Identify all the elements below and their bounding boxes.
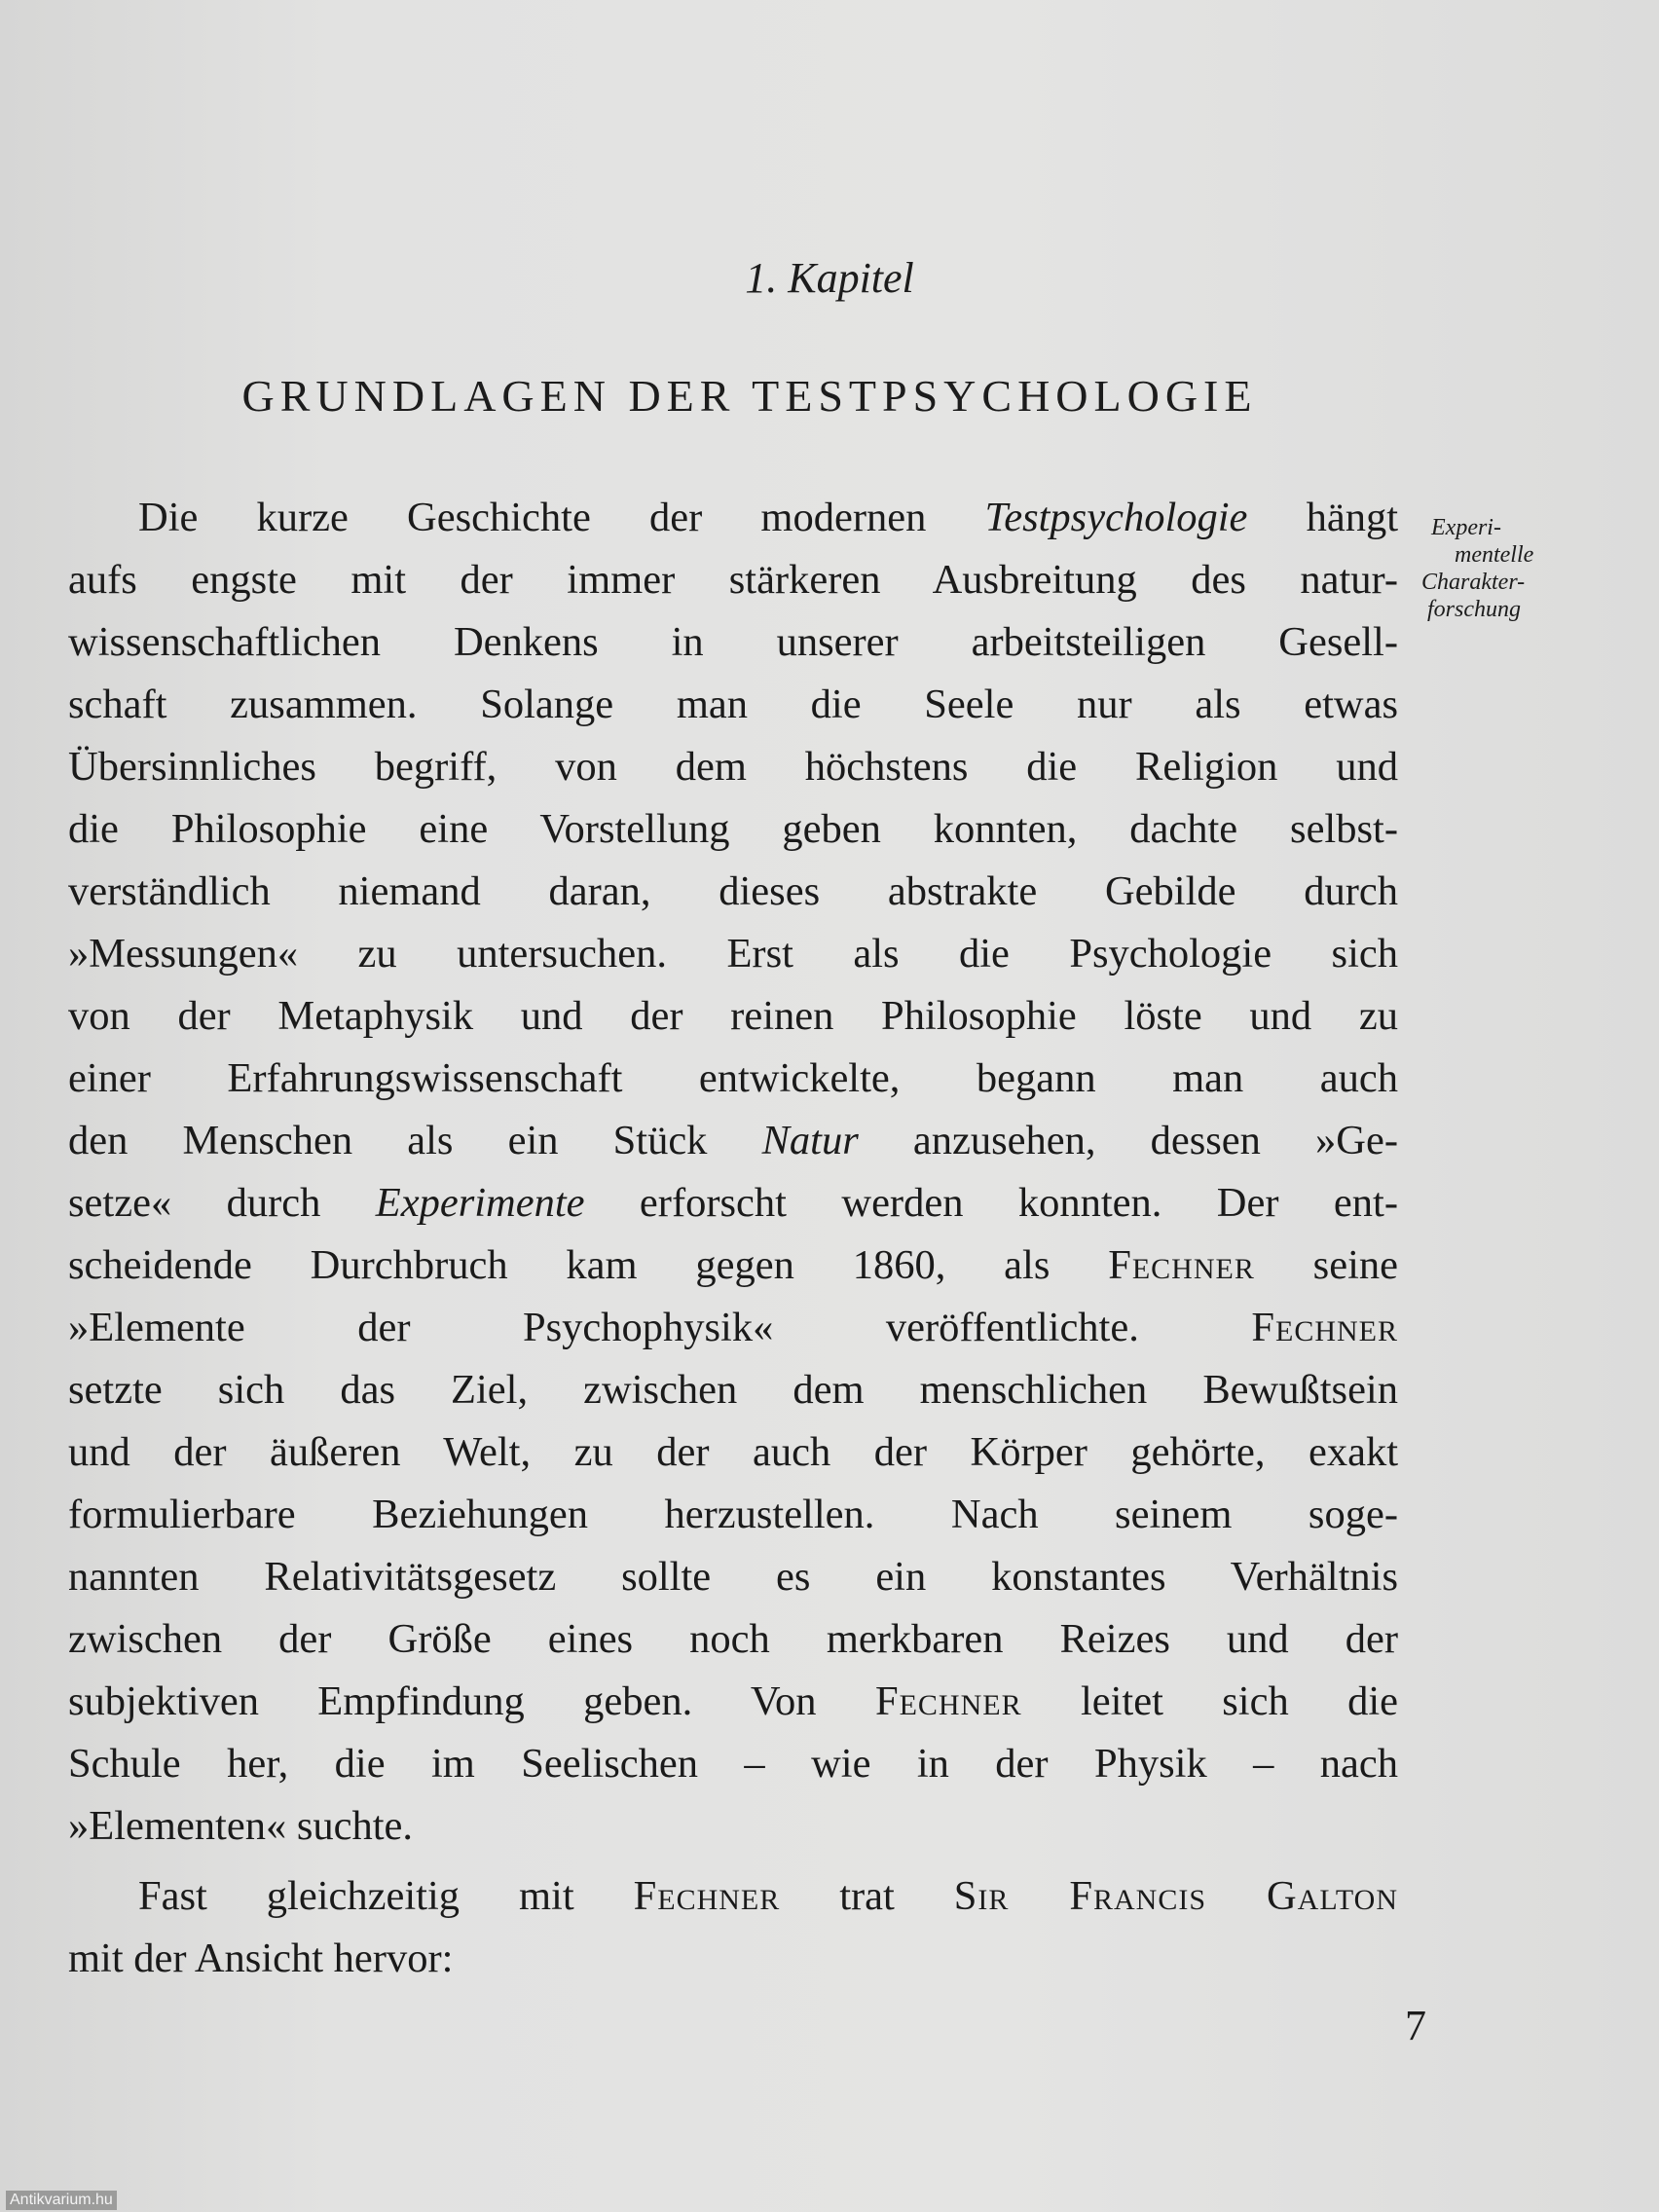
text-line: setzte sich das Ziel, zwischen dem menschlichen Bewußtsein: [68, 1367, 1398, 1413]
margin-note: [1421, 514, 1636, 623]
margin-note-line: Experi-: [1431, 515, 1501, 540]
text-line: und der äußeren Welt, zu der auch der Körper gehörte, exakt: [68, 1429, 1398, 1475]
text-line: Die kurze Geschichte der modernen Testpsychologie hängt: [138, 495, 1398, 540]
text-line: von der Metaphysik und der reinen Philosophie löste und zu: [68, 993, 1398, 1039]
text-line: verständlich niemand daran, dieses abstrakte Gebilde durch: [68, 868, 1398, 914]
watermark: Antikvarium.hu: [6, 2191, 117, 2210]
author-name: Fechner: [874, 1678, 1022, 1724]
text-line: Fast gleichzeitig mit Fechner trat Sir Francis Galton: [138, 1873, 1398, 1919]
chapter-label: 1. Kapitel: [745, 254, 914, 302]
author-name: Sir Francis Galton: [953, 1873, 1398, 1919]
text-line: Übersinnliches begriff, von dem höchstens die Religion und: [68, 744, 1398, 790]
text-line: Schule her, die im Seelischen – wie in der Physik – nach: [68, 1741, 1398, 1787]
chapter-title: GRUNDLAGEN DER TESTPSYCHOLOGIE: [241, 371, 1258, 421]
margin-note-line: mentelle: [1455, 542, 1534, 568]
emphasis: Testpsychologie: [984, 495, 1248, 540]
text-line: nannten Relativitätsgesetz sollte es ein konstantes Verhältnis: [68, 1554, 1398, 1600]
text-line: aufs engste mit der immer stärkeren Ausbreitung des natur-: [68, 557, 1398, 603]
text-line: mit der Ansicht hervor:: [68, 1936, 454, 1981]
emphasis: Natur: [761, 1118, 859, 1163]
author-name: Fechner: [633, 1873, 781, 1919]
text-line: wissenschaftlichen Denkens in unserer arbeitsteiligen Gesell-: [68, 619, 1398, 665]
text-line: subjektiven Empfindung geben. Von Fechner leitet sich die: [68, 1678, 1398, 1724]
margin-note-line: forschung: [1427, 597, 1521, 622]
margin-note-line: Charakter-: [1421, 570, 1526, 595]
text-line: den Menschen als ein Stück Natur anzusehen, dessen »Ge-: [68, 1118, 1398, 1163]
text-line: scheidende Durchbruch kam gegen 1860, als Fechner seine: [68, 1242, 1398, 1288]
text-line: »Elementen« suchte.: [68, 1803, 414, 1849]
text-line: zwischen der Größe eines noch merkbaren Reizes und der: [68, 1616, 1398, 1662]
text-line: »Messungen« zu untersuchen. Erst als die Psychologie sich: [68, 931, 1398, 977]
text-line: die Philosophie eine Vorstellung geben konnten, dachte selbst-: [68, 806, 1398, 852]
text-line: formulierbare Beziehungen herzustellen. Nach seinem soge-: [68, 1492, 1398, 1537]
page-number: 7: [1405, 2002, 1426, 2049]
author-name: Fechner: [1108, 1242, 1255, 1288]
author-name: Fechner: [1251, 1305, 1398, 1350]
body-text: [68, 487, 1398, 1990]
text-line: »Elemente der Psychophysik« veröffentlichte. Fechner: [68, 1305, 1398, 1350]
text-line: schaft zusammen. Solange man die Seele nur als etwas: [68, 682, 1398, 727]
text-line: einer Erfahrungswissenschaft entwickelte, begann man auch: [68, 1055, 1398, 1101]
text-line: setze« durch Experimente erforscht werden konnten. Der ent-: [68, 1180, 1398, 1226]
emphasis: Experimente: [375, 1180, 585, 1226]
